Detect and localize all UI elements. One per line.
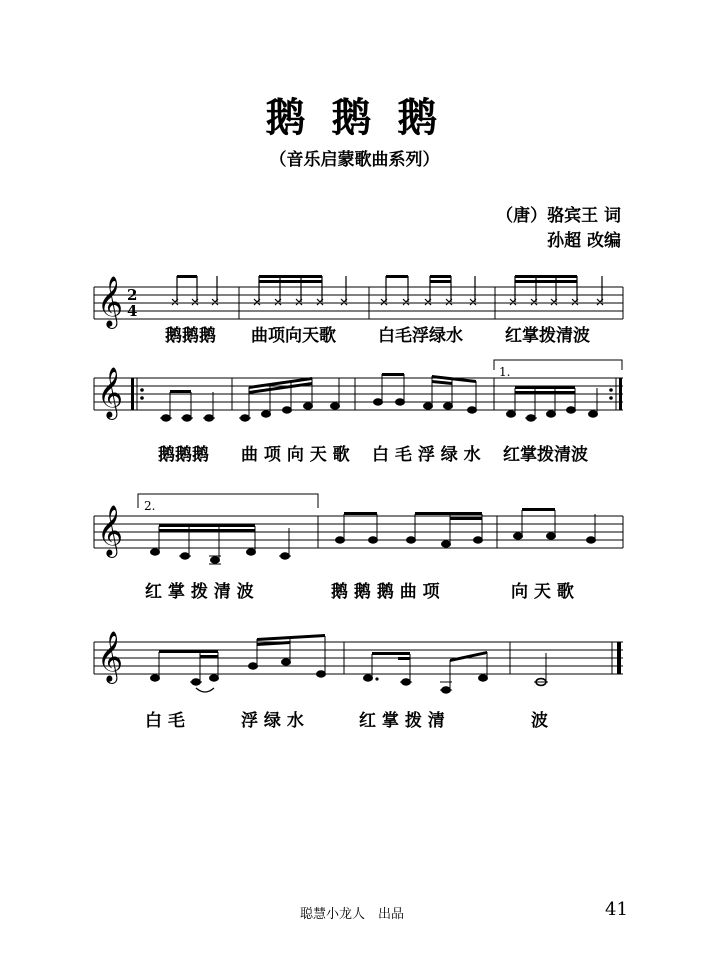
lyric-line-3-phrase-3: 向 天 歌 (511, 582, 574, 602)
treble-clef: 𝄞 (97, 276, 124, 327)
lyric-line-2-phrase-2: 曲 项 向 天 歌 (241, 445, 350, 465)
lyric-line-1-phrase-4: 红掌拨清波 (505, 326, 590, 346)
treble-clef: 𝄞 (97, 631, 124, 682)
notes (151, 634, 549, 693)
lyric-line-2-phrase-4: 红掌拨清波 (503, 445, 588, 465)
staff-system-2 (94, 360, 623, 421)
lyric-line-2-phrase-1: 鹅鹅鹅 (158, 445, 209, 465)
staff-system-3 (94, 494, 623, 564)
lyric-line-3-phrase-1: 红 掌 拨 清 波 (145, 582, 254, 602)
arranger-credit: 孙超 改编 (547, 231, 621, 251)
staff-system-4 (94, 631, 623, 693)
first-ending-label: 1. (499, 365, 511, 379)
series-subtitle: （音乐启蒙歌曲系列） (269, 150, 440, 170)
lyric-line-4-phrase-3: 红 掌 拨 清 (359, 711, 445, 731)
second-ending-label: 2. (144, 499, 156, 513)
time-signature-bottom: 4 (127, 302, 138, 320)
lyric-line-4-phrase-2: 浮 绿 水 (241, 711, 304, 731)
lyricist-credit: （唐）骆宾王 词 (496, 206, 621, 226)
lyric-line-4-phrase-4: 波 (531, 711, 548, 731)
notes (160, 373, 598, 421)
lyric-line-1-phrase-1: 鹅鹅鹅 (165, 326, 216, 346)
lyric-line-1-phrase-2: 曲项向天歌 (251, 326, 336, 346)
lyric-line-2-phrase-3: 白 毛 浮 绿 水 (372, 445, 481, 465)
second-ending-bracket (138, 494, 318, 508)
page-number: 41 (605, 899, 628, 920)
treble-clef: 𝄞 (97, 367, 124, 418)
time-signature-top: 2 (127, 286, 138, 304)
lyric-line-4-phrase-1: 白 毛 (145, 711, 185, 731)
song-title: 鹅 鹅 鹅 (265, 95, 444, 141)
beams (177, 275, 577, 283)
lyric-line-3-phrase-2: 鹅 鹅 鹅 曲 项 (331, 582, 440, 602)
treble-clef: 𝄞 (97, 505, 124, 556)
first-ending-bracket (494, 360, 622, 370)
publisher-footer: 聪慧小龙人 出品 (300, 907, 405, 922)
lyric-line-1-phrase-3: 白毛浮绿水 (378, 326, 463, 346)
